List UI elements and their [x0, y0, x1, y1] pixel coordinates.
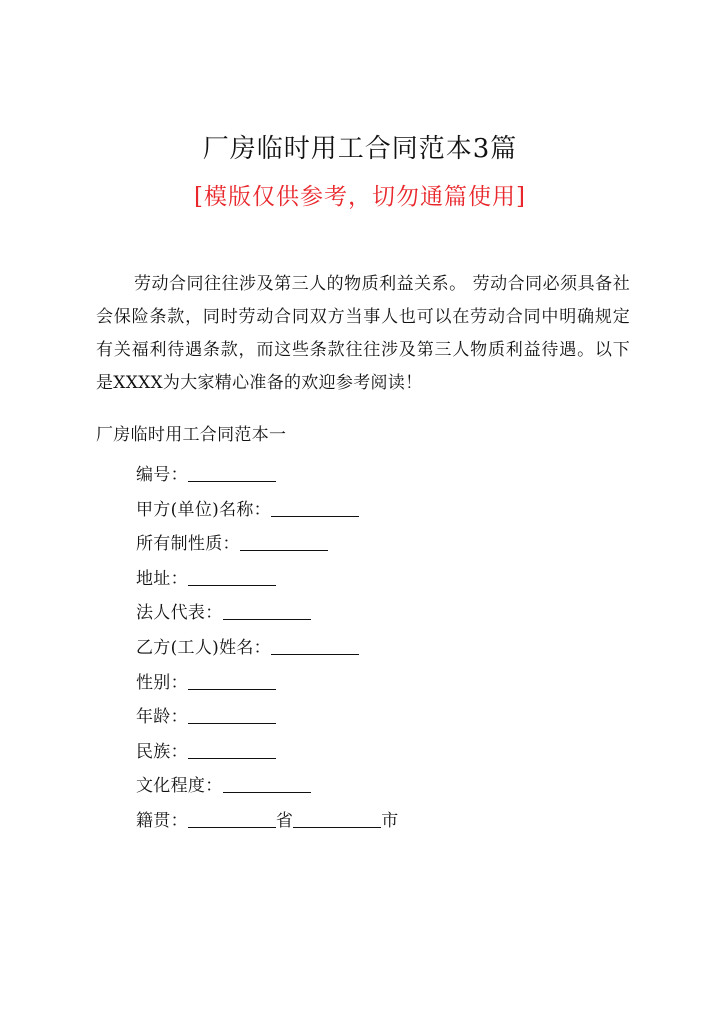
- blank-line: [188, 465, 276, 482]
- blank-line: [271, 500, 359, 517]
- field-label: 文化程度：: [136, 776, 223, 797]
- field-label: 籍贯：: [136, 810, 188, 831]
- blank-line: [240, 534, 328, 551]
- field-age: [136, 700, 399, 735]
- blank-line: [188, 811, 276, 828]
- field-label: 甲方(单位)名称：: [136, 499, 271, 520]
- blank-line: [188, 742, 276, 759]
- field-label: 乙方(工人)姓名：: [136, 637, 271, 658]
- field-ethnicity: [136, 735, 399, 770]
- field-native-place: [136, 804, 399, 839]
- field-label: 法人代表：: [136, 603, 223, 624]
- blank-line: [188, 707, 276, 724]
- field-label: 地址：: [136, 568, 188, 589]
- blank-line: [271, 638, 359, 655]
- field-party-a-name: [136, 493, 399, 528]
- field-label: 年龄：: [136, 707, 188, 728]
- blank-line: [188, 673, 276, 690]
- blank-line: [223, 603, 311, 620]
- field-address: [136, 562, 399, 597]
- city-suffix: 市: [381, 810, 399, 831]
- template-disclaimer: [模版仅供参考，切勿通篇使用]: [194, 184, 526, 210]
- field-ownership-type: [136, 527, 399, 562]
- section-heading: 厂房临时用工合同范本一: [96, 425, 287, 445]
- intro-paragraph: 劳动合同往往涉及第三人的物质利益关系。 劳动合同必须具备社会保险条款，同时劳动合同双方当事人也可以在劳动合同中明确规定有关福利待遇条款，而这些条款往往涉及第三人物质利益待遇。以下是XXXX为大家精心准备的欢迎参考阅读！: [96, 274, 630, 393]
- contract-fields: [136, 458, 399, 839]
- field-party-b-name: [136, 631, 399, 666]
- province-suffix: 省: [275, 810, 294, 831]
- blank-line: [223, 776, 311, 793]
- blank-line: [188, 569, 276, 586]
- field-legal-representative: [136, 596, 399, 631]
- document-title: 厂房临时用工合同范本3篇: [202, 134, 518, 164]
- field-label: 民族：: [136, 741, 188, 762]
- field-gender: [136, 666, 399, 701]
- blank-line: [293, 811, 381, 828]
- field-number: [136, 458, 399, 493]
- field-label: 性别：: [136, 672, 188, 693]
- field-label: 所有制性质：: [136, 534, 240, 555]
- field-label: 编号：: [136, 465, 188, 485]
- field-education: [136, 769, 399, 804]
